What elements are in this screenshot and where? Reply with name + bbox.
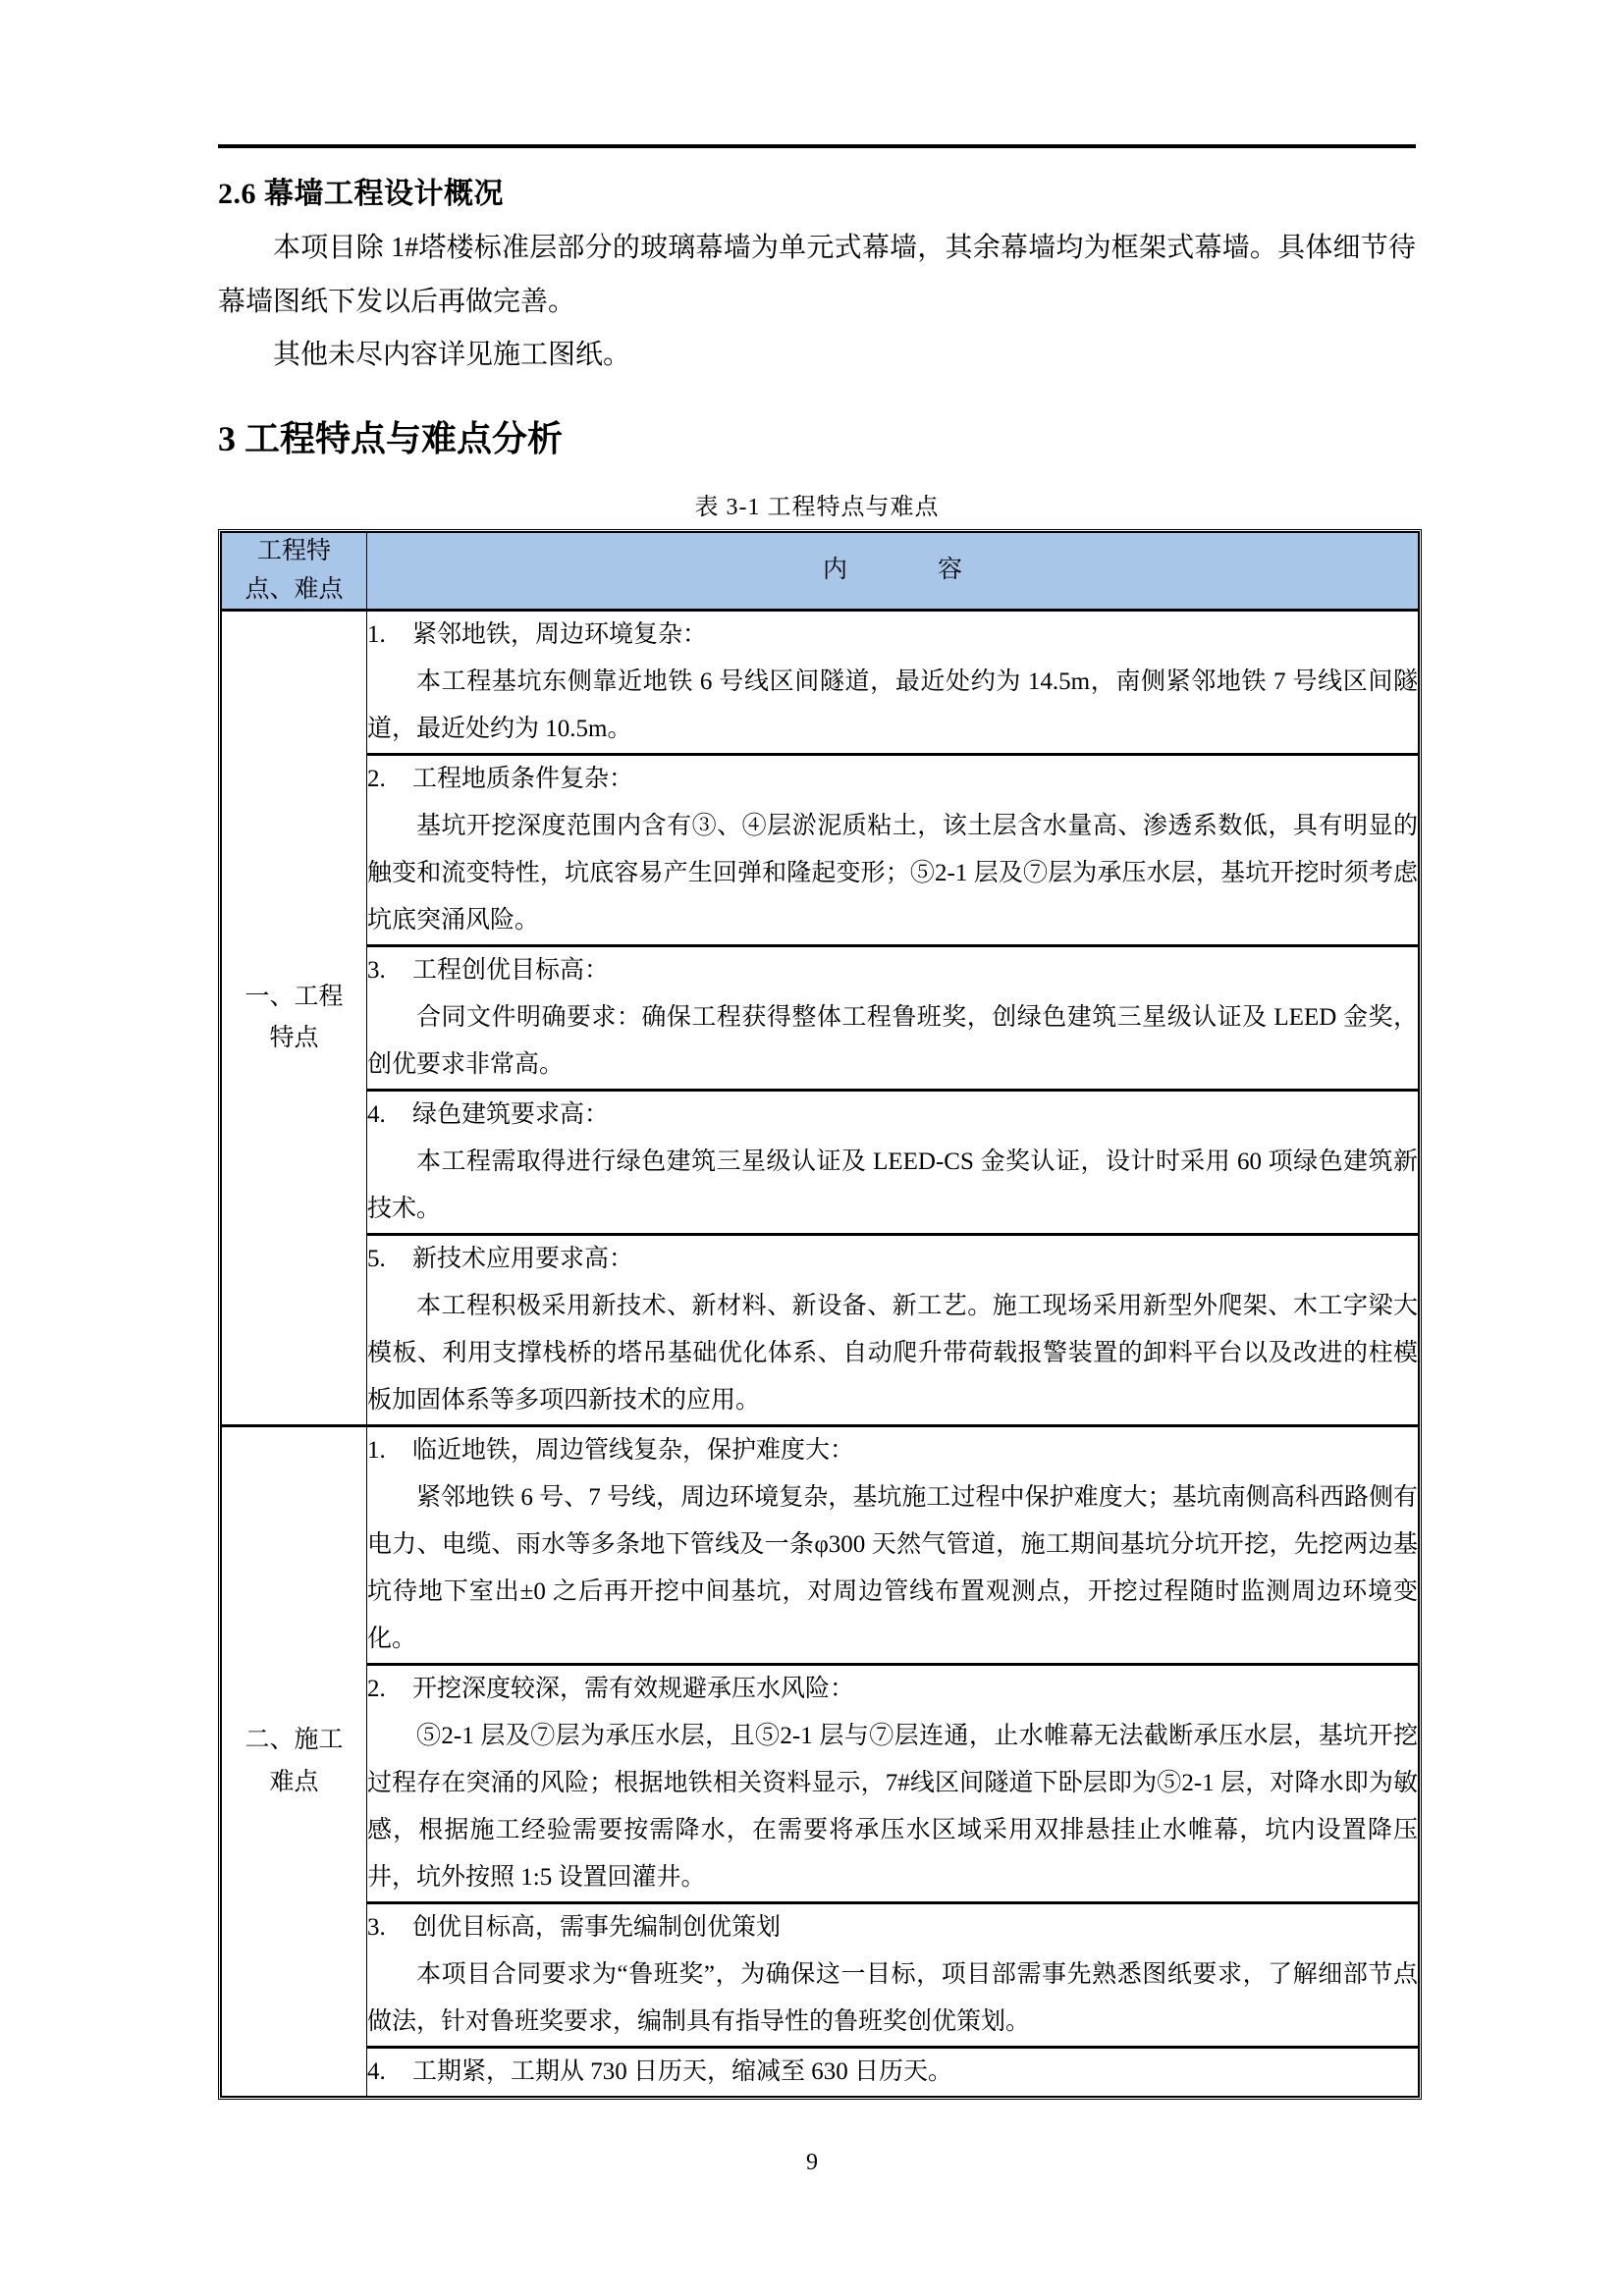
item-body: 紧邻地铁 6 号、7 号线，周边环境复杂，基坑施工过程中保护难度大；基坑南侧高科西路侧有电力、电缆、雨水等多条地下管线及一条φ300 天然气管道，施工期间基坑分坑开挖，先挖两边基坑待地下室出±0 之后再开挖中间基坑，对周边管线布置观测点，开挖过程随时监测周边环境变化。 bbox=[367, 1484, 1418, 1653]
table-header-row bbox=[222, 532, 1419, 611]
item-title bbox=[367, 947, 1418, 994]
item-title bbox=[367, 1904, 1418, 1951]
item-title-text: 绿色建筑要求高： bbox=[412, 1101, 610, 1129]
table-row bbox=[222, 2048, 1419, 2097]
category-label-line1: 二、施工 bbox=[244, 1727, 344, 1754]
item-title bbox=[367, 612, 1418, 659]
item-body: 基坑开挖深度范围内含有③、④层淤泥质粘土，该土层含水量高、渗透系数低，具有明显的触变和流变特性，坑底容易产生回弹和隆起变形；⑤2-1 层及⑦层为承压水层，基坑开挖时须考虑坑底突涌风险。 bbox=[367, 813, 1418, 934]
item-title-text: 工程创优目标高： bbox=[412, 957, 610, 985]
item-number: 1. bbox=[367, 621, 386, 649]
item-body: 合同文件明确要求：确保工程获得整体工程鲁班奖，创绿色建筑三星级认证及 LEED 金奖，创优要求非常高。 bbox=[367, 1004, 1418, 1079]
table-caption: 表 3-1 工程特点与难点 bbox=[694, 494, 940, 520]
item-cell bbox=[367, 2048, 1419, 2097]
item-title-text: 临近地铁，周边管线复杂，保护难度大： bbox=[412, 1437, 855, 1465]
section-paragraph-2: 其他未尽内容详见施工图纸。 bbox=[273, 340, 631, 371]
table-row bbox=[222, 755, 1419, 946]
item-cell bbox=[367, 1235, 1419, 1426]
item-title-text: 新技术应用要求高： bbox=[412, 1246, 634, 1273]
table-row bbox=[222, 1665, 1419, 1903]
item-cell bbox=[367, 755, 1419, 946]
item-title-text: 工程地质条件复杂： bbox=[412, 766, 634, 793]
category-label-line2: 难点 bbox=[269, 1768, 319, 1795]
item-title bbox=[367, 1427, 1418, 1474]
category-cell-features bbox=[222, 611, 367, 1426]
column-header-category-line2: 点、难点 bbox=[244, 575, 344, 603]
item-title bbox=[367, 1092, 1418, 1139]
item-body: ⑤2-1 层及⑦层为承压水层，且⑤2-1 层与⑦层连通，止水帷幕无法截断承压水层，基坑开挖过程存在突涌的风险；根据地铁相关资料显示，7#线区间隧道下卧层即为⑤2-1 层，对降水即为敏感，根据施工经验需要按需降水，在需要将承压水区域采用双排悬挂止水帷幕，坑内设置降压井，坑外按照 1:5 设置回灌井。 bbox=[367, 1723, 1418, 1892]
item-number: 1. bbox=[367, 1437, 386, 1465]
table-row bbox=[222, 946, 1419, 1091]
item-title-text: 工期紧，工期从 730 日历天，缩减至 630 日历天。 bbox=[412, 2058, 953, 2086]
table-row bbox=[222, 611, 1419, 755]
chapter-heading: 3 工程特点与难点分析 bbox=[218, 418, 564, 458]
column-header-category bbox=[222, 532, 367, 611]
item-title-text: 紧邻地铁，周边环境复杂： bbox=[412, 621, 708, 649]
table-row bbox=[222, 1903, 1419, 2048]
item-cell bbox=[367, 1903, 1419, 2048]
table-row bbox=[222, 1091, 1419, 1235]
item-number: 3. bbox=[367, 1914, 386, 1942]
item-title bbox=[367, 1236, 1418, 1283]
item-body: 本工程积极采用新技术、新材料、新设备、新工艺。施工现场采用新型外爬架、木工字梁大模板、利用支撑栈桥的塔吊基础优化体系、自动爬升带荷载报警装置的卸料平台以及改进的柱模板加固体系等多项四新技术的应用。 bbox=[367, 1293, 1418, 1415]
page-header-rule bbox=[218, 144, 1416, 148]
category-label-line2: 特点 bbox=[269, 1025, 319, 1052]
item-body: 本工程需取得进行绿色建筑三星级认证及 LEED-CS 金奖认证，设计时采用 60 项绿色建筑新技术。 bbox=[367, 1148, 1418, 1223]
page-number: 9 bbox=[806, 2150, 818, 2175]
table-body bbox=[222, 611, 1419, 2097]
page-content bbox=[218, 172, 1416, 2100]
category-cell-difficulties bbox=[222, 1426, 367, 2097]
item-title bbox=[367, 756, 1418, 803]
item-number: 2. bbox=[367, 766, 386, 793]
engineering-features-table bbox=[221, 532, 1419, 2098]
section-paragraph-1: 本项目除 1#塔楼标准层部分的玻璃幕墙为单元式幕墙，其余幕墙均为框架式幕墙。具体细节待幕墙图纸下发以后再做完善。 bbox=[218, 233, 1416, 317]
item-number: 2. bbox=[367, 1676, 386, 1703]
item-number: 3. bbox=[367, 957, 386, 985]
item-body: 本项目合同要求为“鲁班奖”，为确保这一目标，项目部需事先熟悉图纸要求，了解细部节点做法，针对鲁班奖要求，编制具有指导性的鲁班奖创优策划。 bbox=[367, 1961, 1418, 2036]
item-title-text: 开挖深度较深，需有效规避承压水风险： bbox=[412, 1676, 855, 1703]
category-label-line1: 一、工程 bbox=[244, 983, 344, 1010]
item-cell bbox=[367, 946, 1419, 1091]
item-number: 4. bbox=[367, 1101, 386, 1129]
item-title-text: 创优目标高，需事先编制创优策划 bbox=[412, 1914, 782, 1942]
item-body: 本工程基坑东侧靠近地铁 6 号线区间隧道，最近处约为 14.5m，南侧紧邻地铁 7 号线区间隧道，最近处约为 10.5m。 bbox=[367, 668, 1418, 743]
table-outer-frame bbox=[218, 529, 1422, 2101]
item-title bbox=[367, 1666, 1418, 1713]
item-cell bbox=[367, 1091, 1419, 1235]
item-cell bbox=[367, 1426, 1419, 1665]
item-cell bbox=[367, 1665, 1419, 1903]
column-header-content: 内 容 bbox=[367, 532, 1419, 611]
item-number: 4. bbox=[367, 2058, 386, 2086]
table-row bbox=[222, 1235, 1419, 1426]
table-head bbox=[222, 532, 1419, 611]
item-cell bbox=[367, 611, 1419, 755]
column-header-category-line1: 工程特 bbox=[256, 537, 331, 564]
section-heading: 2.6 幕墙工程设计概况 bbox=[218, 178, 504, 210]
item-title bbox=[367, 2049, 1418, 2096]
item-number: 5. bbox=[367, 1246, 386, 1273]
table-row bbox=[222, 1426, 1419, 1665]
